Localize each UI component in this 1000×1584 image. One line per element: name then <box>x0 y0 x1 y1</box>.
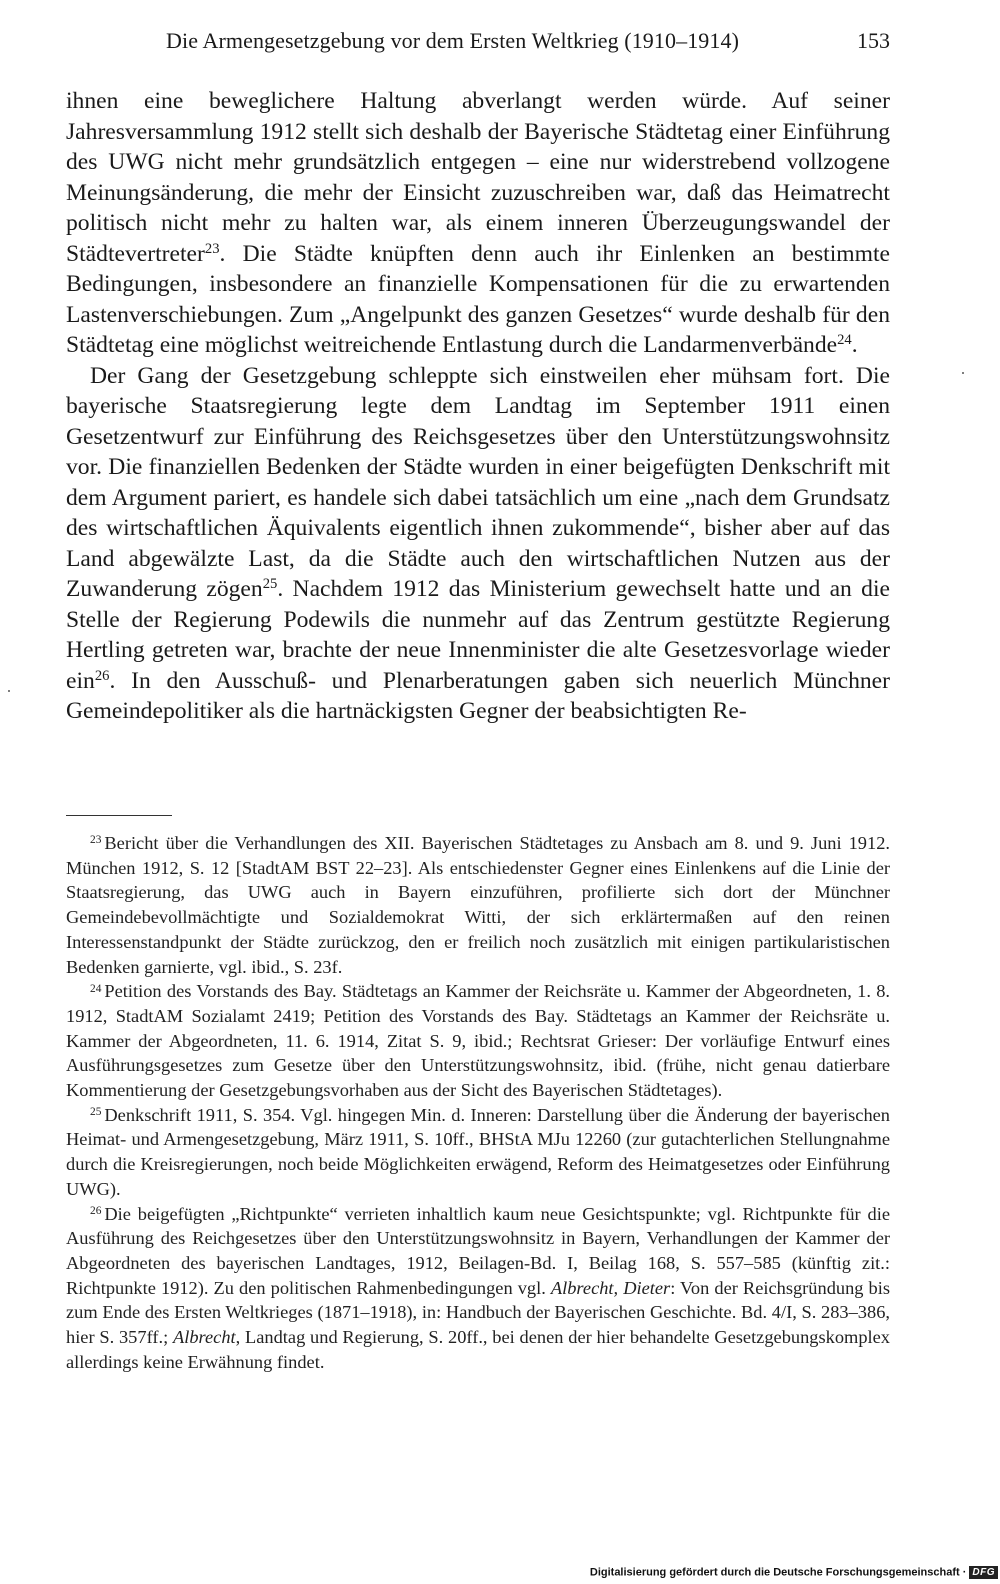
footnote-number: 24 <box>90 982 102 995</box>
page-number: 153 <box>857 28 890 53</box>
paragraph-text: . Nachdem 1912 das Ministerium gewechselt hatte und an die Stelle der Regierung Podewils die nunmehr auf das Zentrum gestützte Regierung Hertling getreten war, brachte der neue Innenminister die alte Gesetzesvorlage wieder ein <box>66 576 890 694</box>
footnote-text: Denkschrift 1911, S. 354. Vgl. hingegen Min. d. Inneren: Darstellung über die Änderung der bayerischen Heimat- und Armengesetzgebung, März 1911, S. 10ff., BHStA MJu 12260 (zur gutachterlichen Stellungnahme durch die Kreisregierungen, noch beide Möglichkeiten erwägend, Reform des Heimatgesetzes oder Einführung UWG). <box>66 1104 890 1199</box>
footnote-text: Bericht über die Verhandlungen des XII. Bayerischen Städtetages zu Ansbach am 8. und 9. Juni 1912. München 1912, S. 12 [StadtAM BST 22–23]. Als entschiedenster Gegner eines Einlenkens auf die Linie der Staatsregierung, das UWG auch in Bayern einzuführen, profilierte sich dort der Münchner Gemeindebevollmächtigte und Sozialdemokrat Witti, der sich erklärtermaßen auf den reinen Interessenstandpunkt der Städte zurückzog, den er freilich noch zusätzlich mit einigen partikularistischen Bedenken garnierte, vgl. ibid., S. 23f. <box>66 833 890 977</box>
paragraph-text: . Die Städte knüpften denn auch ihr Einlenken an bestimmte Bedingungen, insbesondere an finanzielle Kompensationen für die zu erwartenden Lastenverschiebungen. Zum „Angelpunkt des ganzen Gesetzes“ wurde deshalb für den Städtetag eine möglichst weitreichende Entlastung durch die Landarmenverbände <box>66 240 890 358</box>
running-head <box>66 24 890 56</box>
credit-text: Digitalisierung gefördert durch die Deutsche Forschungsgemeinschaft · <box>589 1566 967 1579</box>
footnote-number: 25 <box>90 1106 102 1119</box>
paragraph-1 <box>66 86 890 361</box>
scan-speck <box>8 690 10 692</box>
paragraph-text: Der Gang der Gesetzgebung schleppte sich einstweilen eher mühsam fort. Die bayerische Staatsregierung legte dem Landtag im September 1911 einen Gesetzentwurf zur Einführung des Reichsgesetzes über den Unterstützungswohnsitz vor. Die finanziellen Bedenken der Städte wurden in einer beigefügten Denkschrift mit dem Argument pariert, es handele sich dabei tatsächlich um eine „nach dem Grundsatz des wirtschaftlichen Äquivalents eigentlich ihnen zukommende“, bisher aber auf das Land abgewälzte Last, da die Städte auch den wirtschaftlichen Nutzen aus der Zuwanderung zögen <box>66 362 890 602</box>
footnote-text: Die beigefügten „Richtpunkte“ verrieten inhaltlich kaum neue Gesichtspunkte; vgl. Richtpunkte für die Ausführung des Reichgesetzes über den Unterstützungswohnsitz in Bayern, Verhandlungen der Kammer der Abgeordneten des bayerischen Landtages, 1912, Beilagen-Bd. I, Beilag 168, S. 557–585 (künftig zit.: Richtpunkte 1912). Zu den politischen Rahmenbedingungen vgl. <box>66 1203 890 1298</box>
running-title: Die Armengesetzgebung vor dem Ersten Weltkrieg (1910–1914) <box>166 28 740 53</box>
footnote-ref-23: 23 <box>204 240 220 257</box>
footnote-text: , Landtag und Regierung, S. 20ff., bei denen der hier behandelte Gesetzgebungskomplex allerdings keine Erwähnung findet. <box>66 1327 891 1372</box>
footnote-ref-24: 24 <box>837 331 852 348</box>
footnote-23 <box>66 831 890 979</box>
paragraph-text: . <box>851 332 858 358</box>
footnotes <box>66 831 890 1374</box>
footnote-text: Petition des Vorstands des Bay. Städtetags an Kammer der Reichsräte u. Kammer der Abgeordneten, 1. 8. 1912, StadtAM Sozialamt 2419; Petition des Vorstands des Bay. Städtetags an Kammer der Reichsräte u. Kammer der Abgeordneten, 11. 6. 1914, Zitat S. 9, ibid.; Rechtsrat Grieser: Der vorläufige Entwurf eines Ausführungsgesetzes zum Gesetze über den Unterstützungswohnsitz, ibid. (frühe, nicht genau datierbare Kommentierung der Gesetzgebungsvorhaben aus der Sicht des Bayerischen Städtetages). <box>66 981 890 1101</box>
footnote-number: 23 <box>90 834 102 847</box>
dfg-logo: DFG <box>969 1566 998 1579</box>
footnote-26 <box>66 1202 890 1375</box>
author-name: Albrecht <box>172 1327 236 1348</box>
paragraph-text: ihnen eine beweglichere Haltung abverlangt werden würde. Auf seiner Jahresversammlung 1912 stellt sich deshalb der Bayerische Städtetag einer Einführung des UWG nicht mehr grundsätzlich entgegen – eine nur widerstrebend vollzogene Meinungsänderung, die mehr der Einsicht zuzuschreiben war, daß das Heimatrecht politisch nicht mehr zu halten war, als einem inneren Überzeugungswandel der Städtevertreter <box>66 88 890 267</box>
digitization-credit <box>590 1566 998 1582</box>
paragraph-text: . In den Ausschuß- und Plenarberatungen gaben sich neuerlich Münchner Gemeindepolitiker als die hartnäckigsten Gegner der beabsichtigten Re- <box>66 667 890 724</box>
footnote-ref-26: 26 <box>94 667 110 684</box>
footnote-ref-25: 25 <box>262 575 278 592</box>
footnote-25 <box>66 1103 890 1202</box>
footnote-24 <box>66 979 890 1103</box>
main-text <box>66 86 890 727</box>
author-name: Albrecht, Dieter <box>550 1277 671 1298</box>
paragraph-2 <box>66 361 890 727</box>
footnote-number: 26 <box>90 1204 102 1217</box>
footnote-separator <box>66 815 172 816</box>
scan-speck <box>962 372 964 374</box>
footnote-text: : Von der Reichsgründung bis zum Ende des Ersten Weltkrieges (1871–1918), in: Handbuch der Bayerischen Geschichte. Bd. 4/I, S. 283–386, hier S. 357ff.; <box>66 1277 890 1348</box>
